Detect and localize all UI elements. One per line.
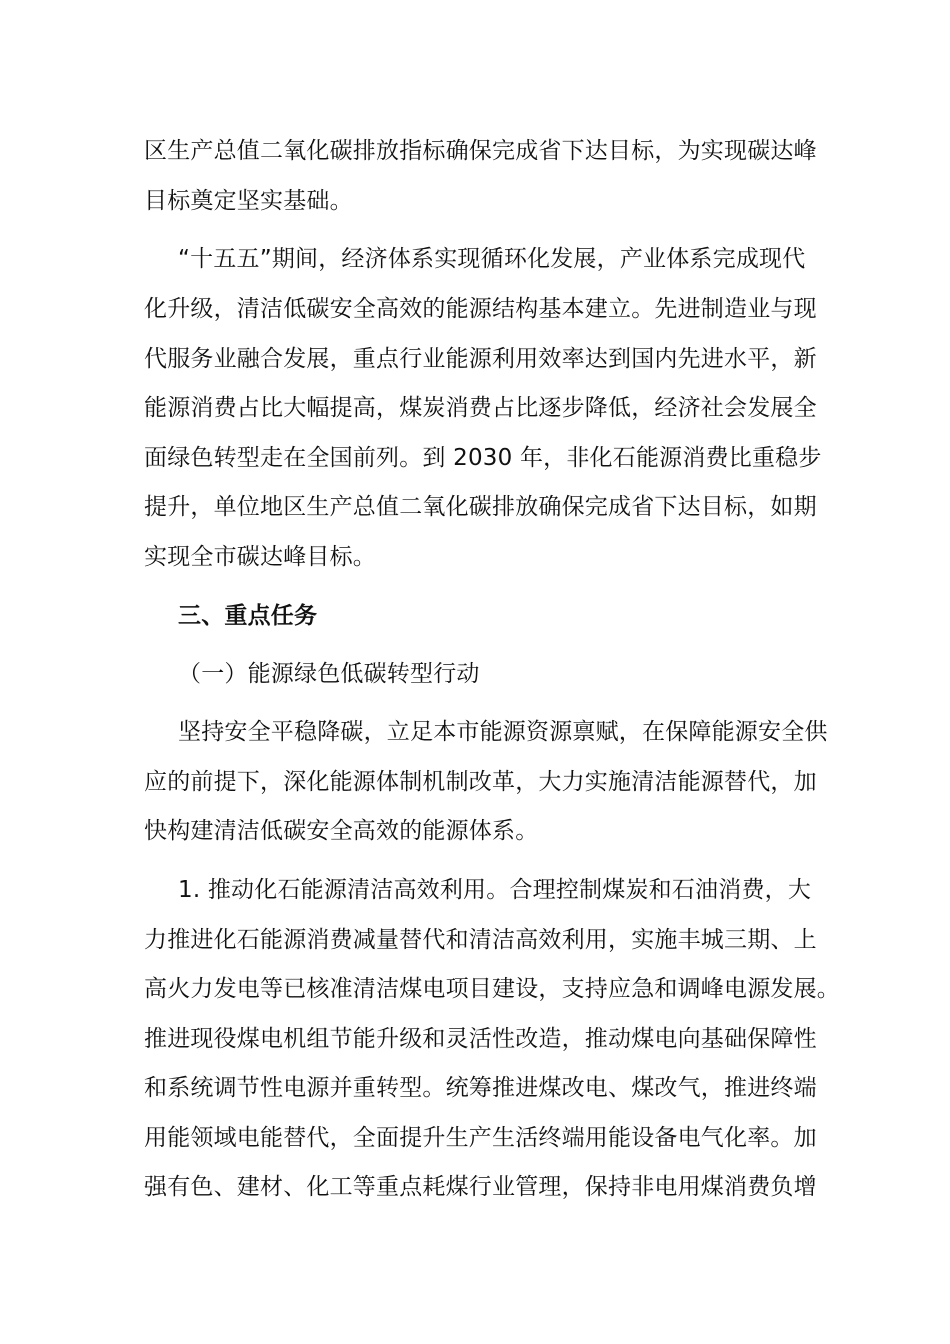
text-line: 提升，单位地区生产总值二氧化碳排放确保完成省下达目标，如期 [144, 494, 817, 520]
text-line: 强有色、建材、化工等重点耗煤行业管理，保持非电用煤消费负增 [144, 1174, 817, 1200]
text-line: 应的前提下，深化能源体制机制改革，大力实施清洁能源替代，加 [144, 769, 817, 795]
subsection-heading: （一）能源绿色低碳转型行动 [178, 661, 480, 687]
text-line: 用能领域电能替代，全面提升生产生活终端用能设备电气化率。加 [144, 1125, 817, 1151]
text-line: “十五五”期间，经济体系实现循环化发展，产业体系完成现代 [178, 246, 806, 272]
text-line: 化升级，清洁低碳安全高效的能源结构基本建立。先进制造业与现 [144, 296, 817, 322]
section-heading: 三、重点任务 [178, 603, 318, 629]
text-line: 高火力发电等已核准清洁煤电项目建设，支持应急和调峰电源发展。 [144, 976, 840, 1002]
text-line: 区生产总值二氧化碳排放指标确保完成省下达目标，为实现碳达峰 [144, 138, 817, 164]
text-line: 快构建清洁低碳安全高效的能源体系。 [144, 818, 539, 844]
text-line: 和系统调节性电源并重转型。统筹推进煤改电、煤改气，推进终端 [144, 1075, 817, 1101]
text-line: 坚持安全平稳降碳，立足本市能源资源禀赋，在保障能源安全供 [178, 719, 828, 745]
text-line: 能源消费占比大幅提高，煤炭消费占比逐步降低，经济社会发展全 [144, 395, 817, 421]
text-line: 代服务业融合发展，重点行业能源利用效率达到国内先进水平，新 [144, 346, 817, 372]
text-line: 实现全市碳达峰目标。 [144, 544, 376, 570]
text-line: 推进现役煤电机组节能升级和灵活性改造，推动煤电向基础保障性 [144, 1026, 817, 1052]
text-line: 1. 推动化石能源清洁高效利用。合理控制煤炭和石油消费，大 [178, 877, 812, 903]
text-line: 力推进化石能源消费减量替代和清洁高效利用，实施丰城三期、上 [144, 927, 817, 953]
text-line: 面绿色转型走在全国前列。到 2030 年，非化石能源消费比重稳步 [144, 445, 822, 471]
text-line: 目标奠定坚实基础。 [144, 188, 353, 214]
